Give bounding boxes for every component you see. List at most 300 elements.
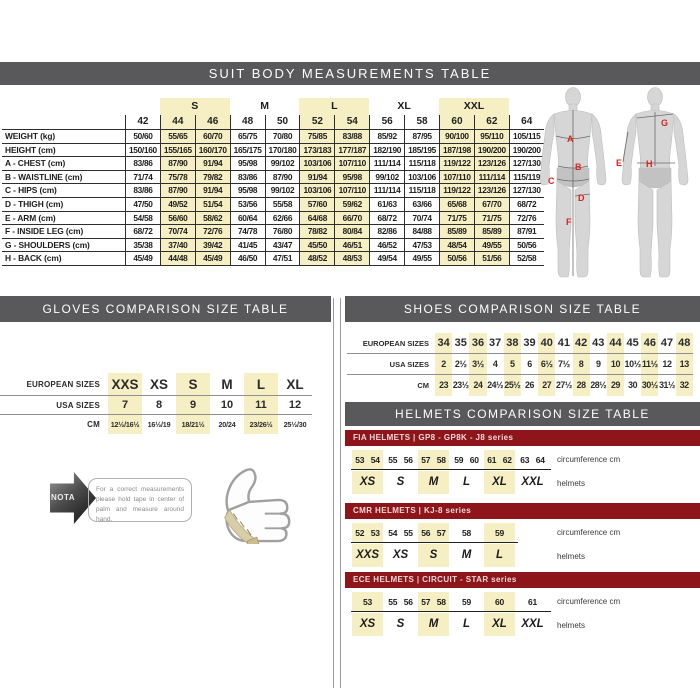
suit-cell: 87/90 [160,184,195,198]
suit-size-header-50: 50 [265,115,300,130]
shoes-cell-37: 4 [487,354,504,375]
helmet-circ-value: 53 [362,596,373,607]
suit-size-group-L: L [299,98,369,115]
suit-cell: 83/86 [125,184,160,198]
gloves-cell-XXS: 12½/16½ [108,415,142,434]
suit-cell: 49/54 [369,252,404,266]
column-divider [333,298,341,688]
shoes-cell-41: 27½ [555,380,572,390]
helmet-group-XS [384,523,417,567]
suit-cell: 87/91 [509,225,544,239]
helmet-circ-value: 59 [494,527,505,538]
shoes-cell-38: 38 [504,333,521,354]
suit-cell: 49/55 [404,252,439,266]
suit-cell: 62/66 [265,212,300,226]
helmet-circ-value: 60 [494,596,505,607]
suit-cell: 64/68 [299,212,334,226]
gloves-cell-XXS: 7 [108,396,142,415]
suit-cell: 48/52 [299,252,334,266]
suit-cell: 47/51 [265,252,300,266]
shoes-row-label: EUROPEAN SIZES [347,333,435,354]
suit-cell: 84/88 [404,225,439,239]
helmet-groups [345,446,700,494]
suit-cell: 190/200 [474,144,509,158]
helmet-group-XXL [516,450,549,494]
suit-cell: 83/86 [230,171,265,185]
suit-measurements-table [2,98,544,266]
suit-cell: 111/114 [474,171,509,185]
suit-cell: 61/63 [369,198,404,212]
body-measurement-figures [533,84,700,290]
shoes-cell-45: 30 [628,380,638,390]
suit-size-group-S: S [160,98,230,115]
suit-row-label: WEIGHT (kg) [2,130,125,144]
helmet-groups [345,519,700,567]
suit-cell: 60/70 [195,130,230,144]
suit-cell: 63/66 [404,198,439,212]
suit-size-header-54: 54 [334,115,369,130]
suit-cell: 50/60 [125,130,160,144]
shoes-row-label: USA SIZES [347,354,435,375]
helmet-circumference-values [418,450,449,469]
suit-size-header-58: 58 [404,115,439,130]
helmet-circ-value: 55 [388,596,398,607]
helmet-circ-value: 58 [436,454,446,465]
shoes-cell-46: 46 [641,333,658,354]
helmet-section-title: ECE HELMETS | CIRCUIT - STAR series [345,572,700,588]
suit-cell: 65/68 [439,198,474,212]
gloves-size-table [0,373,312,434]
suit-cell: 49/52 [160,198,195,212]
gloves-cell-M: 10 [210,396,244,415]
suit-cell: 45/49 [195,252,230,266]
helmet-circ-value: 61 [527,596,538,607]
suit-cell: 95/110 [474,130,509,144]
helmet-circ-value: 57 [421,596,431,607]
helmets-table-header-bar [345,402,700,426]
suit-cell: 107/110 [334,184,369,198]
suit-cell: 82/86 [369,225,404,239]
shoes-cell-47: 47 [658,333,675,354]
gloves-cell-XS: 8 [142,396,176,415]
helmet-size-XL: XL [484,613,515,636]
helmet-section-title: FIA HELMETS | GP8 - GP8K - J8 series [345,430,700,446]
helmet-circ-value: 52 [355,527,365,538]
helmet-circ-value: 59 [454,454,464,465]
suit-cell: 190/200 [509,144,544,158]
helmet-section-title: CMR HELMETS | KJ-8 series [345,503,700,519]
suit-cell: 58/62 [195,212,230,226]
suit-cell: 85/89 [439,225,474,239]
suit-cell: 51/54 [195,198,230,212]
suit-row-label: B - WAISTLINE (cm) [2,171,125,185]
helmet-circumference-values [385,592,416,611]
suit-group-spacer [2,98,160,115]
suit-cell: 95/98 [230,157,265,171]
helmet-circumference-values [385,450,416,469]
suit-cell: 74/78 [230,225,265,239]
suit-cell: 177/187 [334,144,369,158]
suit-cell: 46/50 [230,252,265,266]
suit-cell: 59/62 [334,198,369,212]
gloves-table-title: GLOVES COMPARISON SIZE TABLE [42,302,289,316]
suit-size-header-60: 60 [439,115,474,130]
helmet-size-S: S [396,618,405,630]
helmets-label: helmets [557,621,586,630]
helmet-size-M: M [461,549,472,561]
gloves-cell-XXS: XXS [108,373,142,396]
suit-cell: 127/130 [509,157,544,171]
shoes-cell-36: 36 [469,333,486,354]
helmet-circumference-values [517,450,548,469]
shoes-cell-34: 23 [435,375,452,396]
helmet-circumference-values [451,592,482,611]
suit-cell: 115/118 [404,157,439,171]
letter-H: H [646,159,653,169]
nota-text: For a correct measurements please hold tape in center of palm and measure around hand. [96,486,184,524]
suit-cell: 44/48 [160,252,195,266]
letter-G: G [661,118,669,128]
suit-cell: 70/74 [404,212,439,226]
gloves-cell-XL: 12 [278,396,312,415]
helmet-circumference-values [418,592,449,611]
suit-cell: 83/86 [125,157,160,171]
shoes-cell-41: 41 [555,333,572,354]
helmet-group-XXL [516,592,549,636]
shoes-cell-48: 13 [676,354,693,375]
shoes-cell-35: 23½ [452,380,469,390]
helmet-circumference-values [451,523,482,542]
suit-cell: 107/110 [439,171,474,185]
helmet-group-M [417,450,450,494]
gloves-cell-S: 9 [176,396,210,415]
helmet-size-L: L [462,618,471,630]
suit-cell: 66/70 [334,212,369,226]
shoes-cell-48: 48 [676,333,693,354]
suit-row-label: H - BACK (cm) [2,252,125,266]
suit-row-label: C - HIPS (cm) [2,184,125,198]
helmet-group-XL [483,592,516,636]
helmet-circumference-values [484,450,515,469]
shoes-cell-42: 8 [573,354,590,375]
helmet-circ-value: 56 [403,596,413,607]
helmet-size-M: M [418,471,449,494]
shoes-cell-37: 37 [487,333,504,354]
suit-cell: 185/195 [404,144,439,158]
shoes-cell-37: 24½ [487,380,504,390]
shoes-cell-39: 26 [525,380,535,390]
helmet-size-XXL: XXL [521,618,544,630]
helmet-section-cmr [345,503,700,575]
shoes-cell-45: 45 [624,333,641,354]
shoes-cell-36: 3½ [469,354,486,375]
helmet-section-rows [345,446,700,502]
suit-size-group-M: M [260,100,269,112]
suit-size-header-42: 42 [125,115,160,130]
shoes-cell-39: 6 [521,354,538,375]
suit-size-header-56: 56 [369,115,404,130]
suit-cell: 45/49 [125,252,160,266]
thumbs-up-illustration [208,452,298,544]
letter-D: D [578,193,585,203]
suit-row-label: E - ARM (cm) [2,212,125,226]
shoes-cell-44: 10 [607,354,624,375]
nota-text-box [88,478,192,522]
helmet-circumference-values [451,450,482,469]
helmet-circumference-values [484,523,515,542]
suit-cell: 41/45 [230,239,265,253]
shoes-cell-45: 10½ [624,354,641,375]
helmet-circ-value: 59 [461,596,472,607]
suit-cell: 91/94 [195,157,230,171]
helmet-group-M [450,523,483,567]
helmet-circumference-values [418,523,449,542]
shoes-cell-47: 12 [658,354,675,375]
suit-cell: 71/74 [125,171,160,185]
suit-size-header-62: 62 [474,115,509,130]
shoes-cell-35: 2½ [452,354,469,375]
helmet-group-L [450,450,483,494]
suit-cell: 99/102 [265,157,300,171]
helmet-row-underline [351,469,551,470]
suit-cell: 43/47 [265,239,300,253]
suit-cell: 85/89 [474,225,509,239]
shoes-cell-43: 43 [590,333,607,354]
hand-icon [225,469,290,544]
suit-cell: 160/170 [195,144,230,158]
suit-cell: 50/56 [509,239,544,253]
helmet-row-underline [351,542,518,543]
suit-cell: 70/74 [160,225,195,239]
circumference-label: circumference cm [557,528,621,537]
helmet-size-XXS: XXS [352,544,383,567]
helmet-circ-value: 60 [469,454,479,465]
helmet-groups [345,588,700,636]
helmet-circ-value: 57 [436,527,446,538]
helmet-group-S [384,450,417,494]
helmet-size-XS: XS [352,613,383,636]
gloves-cell-S: S [176,373,210,396]
suit-cell: 111/114 [369,157,404,171]
suit-cell: 87/95 [404,130,439,144]
shoes-cell-48: 32 [676,375,693,396]
suit-cell: 80/84 [334,225,369,239]
suit-size-header-46: 46 [195,115,230,130]
gloves-cell-L: 23/26½ [244,415,278,434]
helmet-size-XS: XS [392,549,409,561]
helmet-circ-value: 53 [370,527,380,538]
helmet-circ-value: 57 [421,454,431,465]
suit-cell: 123/126 [474,157,509,171]
shoes-cell-35: 35 [452,333,469,354]
circumference-label: circumference cm [557,597,621,606]
suit-cell: 103/106 [404,171,439,185]
suit-cell: 111/114 [369,184,404,198]
suit-size-header-44: 44 [160,115,195,130]
helmet-circumference-values [484,592,515,611]
suit-cell: 70/80 [265,130,300,144]
shoes-cell-40: 27 [538,375,555,396]
shoes-cell-40: 40 [538,333,555,354]
suit-cell: 68/72 [369,212,404,226]
helmet-group-S [417,523,450,567]
suit-cell: 95/98 [230,184,265,198]
helmet-group-XS [351,450,384,494]
helmet-section-rows [345,519,700,575]
shoes-cell-43: 28½ [590,380,607,390]
shoes-size-table [347,333,693,396]
suit-size-group-XL: XL [397,100,411,112]
gloves-cell-XL: XL [278,373,312,396]
gloves-cell-M: 20/24 [218,420,236,429]
helmet-circ-value: 56 [403,454,413,465]
helmet-size-L: L [484,544,515,567]
suit-cell: 150/160 [125,144,160,158]
suit-row-label: G - SHOULDERS (cm) [2,239,125,253]
suit-cell: 54/58 [125,212,160,226]
gloves-cell-S: 18/21½ [176,415,210,434]
suit-cell: 46/51 [334,239,369,253]
suit-row-label: D - THIGH (cm) [2,198,125,212]
suit-size-header-64: 64 [509,115,544,130]
letter-E: E [616,158,623,168]
suit-row-label: HEIGHT (cm) [2,144,125,158]
suit-cell: 79/82 [195,171,230,185]
suit-cell: 127/130 [509,184,544,198]
shoes-row-label: CM [417,381,429,390]
suit-size-header-48: 48 [230,115,265,130]
gloves-row-label: USA SIZES [0,396,108,415]
suit-cell: 67/70 [474,198,509,212]
suit-size-group-XXL: XXL [439,98,509,115]
suit-cell: 47/50 [125,198,160,212]
gloves-cell-L: 11 [244,396,278,415]
letter-C: C [548,176,555,186]
suit-cell: 91/94 [299,171,334,185]
suit-cell: 165/175 [230,144,265,158]
helmet-circ-value: 55 [388,454,398,465]
suit-cell: 115/118 [404,184,439,198]
shoes-cell-44: 29 [607,375,624,396]
suit-cell: 52/58 [509,252,544,266]
helmet-circ-value: 64 [535,454,545,465]
helmet-group-L [450,592,483,636]
shoes-cell-44: 44 [607,333,624,354]
helmet-size-XXL: XXL [521,476,544,488]
helmets-table-title: HELMETS COMPARISON SIZE TABLE [395,407,650,421]
suit-cell: 55/58 [265,198,300,212]
helmet-circumference-values [517,592,548,611]
suit-cell: 182/190 [369,144,404,158]
suit-table-title: SUIT BODY MEASUREMENTS TABLE [208,66,492,81]
suit-cell: 71/75 [439,212,474,226]
helmet-section-fia [345,430,700,502]
suit-cell: 107/110 [334,157,369,171]
helmet-circ-value: 54 [388,527,398,538]
gloves-cell-M: M [210,373,244,396]
suit-cell: 123/126 [474,184,509,198]
suit-row-label: A - CHEST (cm) [2,157,125,171]
helmet-circumference-values [352,592,383,611]
helmet-section-ece [345,572,700,644]
suit-cell: 53/56 [230,198,265,212]
suit-cell: 75/85 [299,130,334,144]
suit-cell: 115/119 [509,171,544,185]
suit-cell: 99/102 [369,171,404,185]
suit-cell: 71/75 [474,212,509,226]
gloves-table-header-bar [0,296,331,322]
suit-cell: 119/122 [439,157,474,171]
suit-cell: 51/56 [474,252,509,266]
gloves-cell-XS: XS [142,373,176,396]
suit-cell: 48/54 [439,239,474,253]
helmet-size-S: S [418,544,449,567]
helmet-circ-value: 62 [502,454,512,465]
nota-label: NOTA [50,493,76,502]
gloves-cell-L: L [244,373,278,396]
shoes-cell-42: 42 [573,333,590,354]
helmet-circ-value: 55 [403,527,413,538]
suit-cell: 119/122 [439,184,474,198]
helmet-group-XS [351,592,384,636]
shoes-cell-38: 5 [504,354,521,375]
suit-cell: 95/98 [334,171,369,185]
suit-cell: 50/56 [439,252,474,266]
suit-cell: 99/102 [265,184,300,198]
suit-cell: 47/53 [404,239,439,253]
helmet-group-M [417,592,450,636]
suit-cell: 187/198 [439,144,474,158]
suit-cell: 68/72 [125,225,160,239]
shoes-cell-34: 34 [435,333,452,354]
suit-cell: 103/106 [299,157,334,171]
helmets-label: helmets [557,552,586,561]
suit-cell: 91/94 [195,184,230,198]
gloves-cell-XS: 16½/19 [147,420,171,429]
helmet-circ-value: 63 [520,454,530,465]
shoes-cell-41: 7½ [555,354,572,375]
helmet-circumference-values [352,523,383,542]
suit-cell: 85/92 [369,130,404,144]
suit-cell: 78/82 [299,225,334,239]
helmet-group-XL [483,450,516,494]
helmet-circ-value: 56 [421,527,431,538]
letter-B: B [575,162,582,172]
shoes-cell-46: 30½ [641,375,658,396]
helmet-row-underline [351,611,551,612]
suit-cell: 87/90 [265,171,300,185]
suit-cell: 83/88 [334,130,369,144]
helmet-circ-value: 61 [487,454,497,465]
suit-cell: 56/60 [160,212,195,226]
helmet-circ-value: 58 [461,527,472,538]
shoes-cell-39: 39 [521,333,538,354]
gloves-row-label: CM [87,420,100,429]
shoes-table-title: SHOES COMPARISON SIZE TABLE [403,302,642,316]
shoes-cell-38: 25½ [504,375,521,396]
shoes-cell-47: 31½ [659,380,675,390]
helmet-group-S [384,592,417,636]
helmet-circ-value: 58 [436,596,446,607]
letter-F: F [566,217,572,227]
helmet-group-XXS [351,523,384,567]
suit-cell: 48/53 [334,252,369,266]
suit-cell: 37/40 [160,239,195,253]
helmet-section-rows [345,588,700,644]
suit-sizes-row-spacer [2,115,125,130]
helmet-size-S: S [396,476,405,488]
suit-cell: 72/76 [195,225,230,239]
